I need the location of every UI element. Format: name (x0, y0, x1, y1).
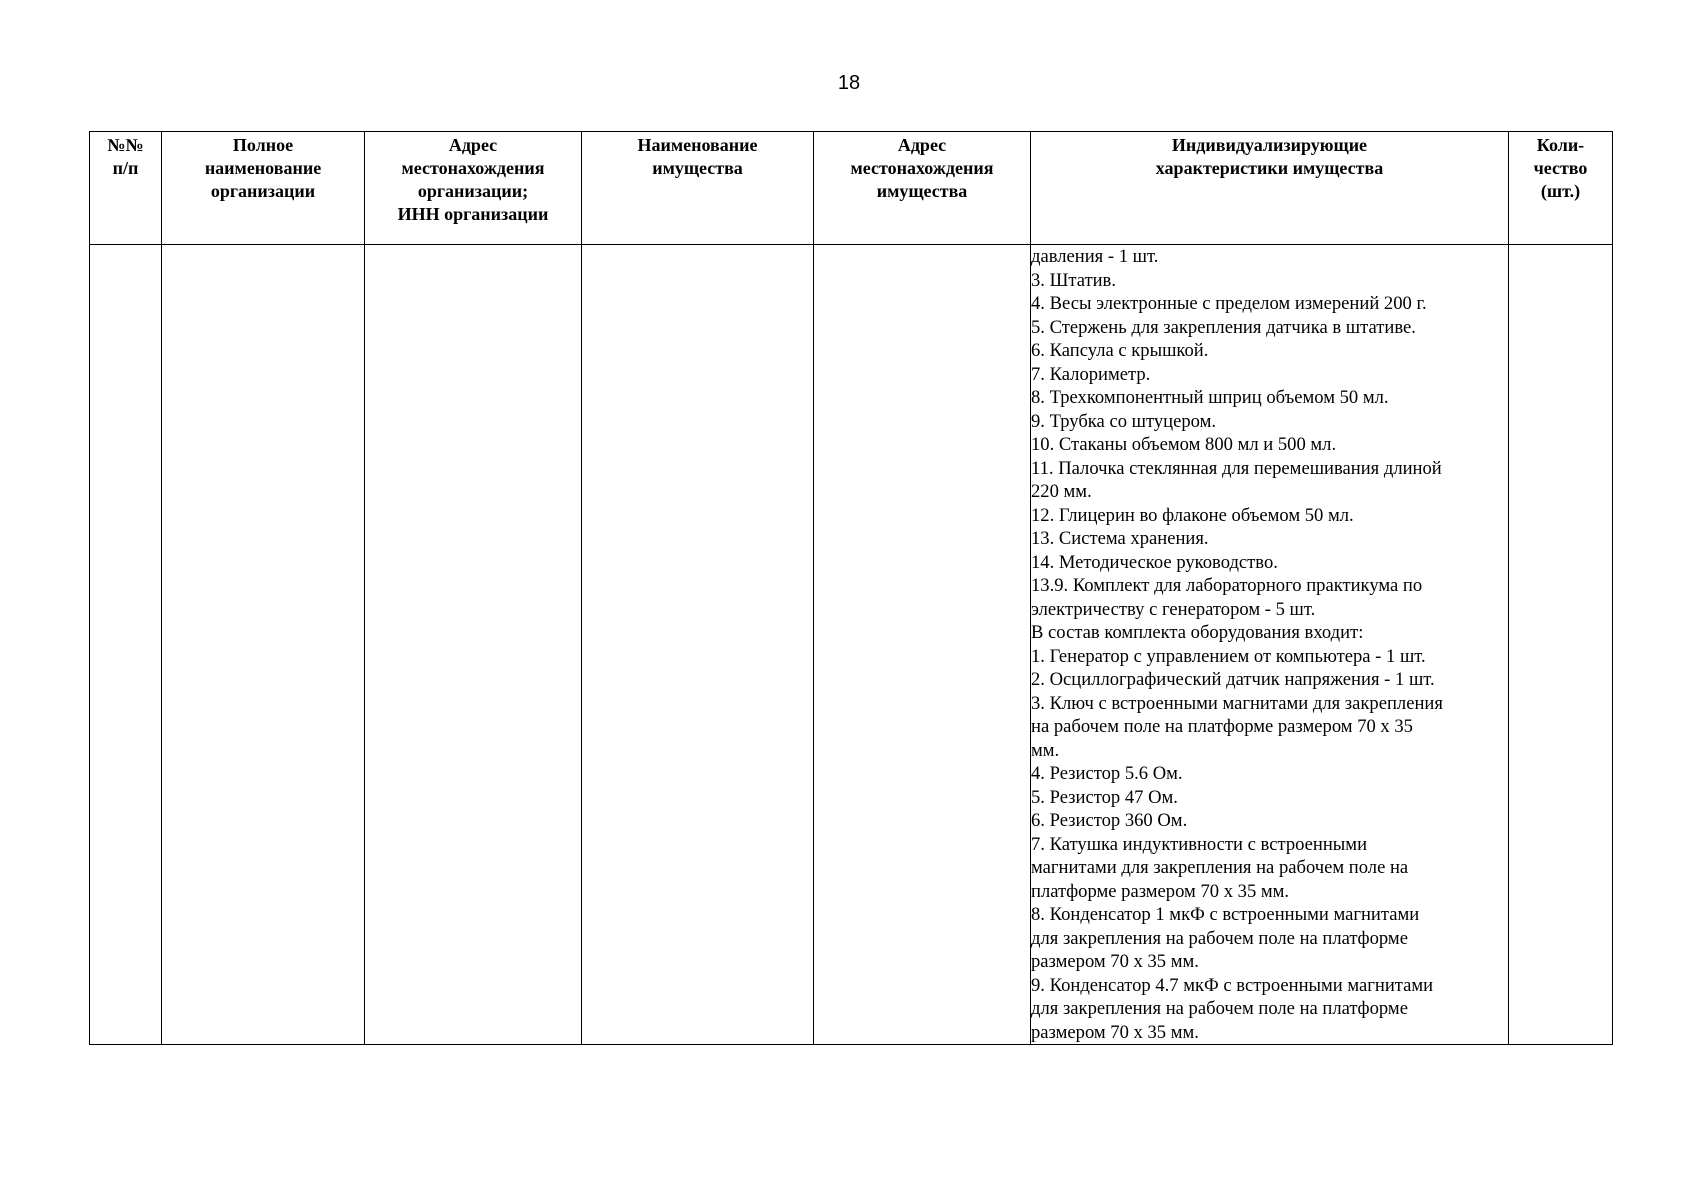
characteristic-line: магнитами для закрепления на рабочем поле на (1031, 857, 1409, 878)
cell-property-name (582, 245, 814, 1045)
cell-org-address (365, 245, 582, 1045)
characteristic-line: 6. Резистор 360 Ом. (1031, 810, 1188, 831)
characteristics-list (1031, 245, 1508, 1044)
table-row (90, 245, 1613, 1045)
characteristic-line: 9. Трубка со штуцером. (1031, 410, 1217, 432)
header-number: №№ п/п (90, 132, 162, 245)
characteristic-line: размером 70 x 35 мм. (1031, 1021, 1199, 1043)
characteristic-line: В состав комплекта оборудования входит: (1031, 622, 1364, 643)
characteristic-line: 5. Резистор 47 Ом. (1031, 786, 1178, 808)
cell-property-address (814, 245, 1031, 1045)
characteristic-line: 10. Стаканы объемом 800 мл и 500 мл. (1031, 434, 1337, 455)
characteristic-line: 11. Палочка стеклянная для перемешивания длиной (1031, 457, 1442, 479)
characteristic-line: 9. Конденсатор 4.7 мкФ с встроенными магнитами (1031, 974, 1434, 996)
characteristic-line: мм. (1031, 739, 1060, 761)
characteristic-line: 3. Ключ с встроенными магнитами для закрепления (1031, 692, 1443, 714)
characteristic-line: 8. Конденсатор 1 мкФ с встроенными магнитами (1031, 904, 1420, 925)
characteristic-line: давления - 1 шт. (1031, 246, 1159, 267)
characteristic-line: 4. Резистор 5.6 Ом. (1031, 763, 1183, 784)
characteristic-line: 6. Капсула с крышкой. (1031, 340, 1209, 361)
characteristic-line: 2. Осциллографический датчик напряжения - 1 шт. (1031, 669, 1435, 690)
header-org-address: Адрес местонахождения организации; ИНН организации (365, 132, 582, 245)
cell-org-name (162, 245, 365, 1045)
characteristic-line: для закрепления на рабочем поле на платформе (1031, 927, 1408, 949)
characteristic-line: 13. Система хранения. (1031, 528, 1209, 549)
characteristic-line: платформе размером 70 x 35 мм. (1031, 880, 1290, 902)
header-property-name: Наименование имущества (582, 132, 814, 245)
cell-number (90, 245, 162, 1045)
header-characteristics: Индивидуализирующие характеристики имущества (1031, 132, 1509, 245)
header-org-name: Полное наименование организации (162, 132, 365, 245)
property-table (89, 131, 1613, 1045)
characteristic-line: 8. Трехкомпонентный шприц объемом 50 мл. (1031, 387, 1389, 408)
characteristic-line: 12. Глицерин во флаконе объемом 50 мл. (1031, 504, 1354, 526)
characteristic-line: 3. Штатив. (1031, 269, 1116, 291)
characteristic-line: 4. Весы электронные с пределом измерений 200 г. (1031, 293, 1427, 314)
table-header-row (90, 132, 1613, 245)
characteristic-line: 1. Генератор с управлением от компьютера - 1 шт. (1031, 645, 1426, 667)
characteristic-line: 14. Методическое руководство. (1031, 551, 1278, 573)
header-property-address: Адрес местонахождения имущества (814, 132, 1031, 245)
characteristic-line: электричеству с генератором - 5 шт. (1031, 598, 1316, 620)
characteristic-line: 13.9. Комплект для лабораторного практикума по (1031, 575, 1423, 596)
characteristic-line: на рабочем поле на платформе размером 70 x 35 (1031, 716, 1413, 737)
cell-quantity (1509, 245, 1613, 1045)
characteristic-line: 220 мм. (1031, 481, 1092, 502)
characteristic-line: 7. Калориметр. (1031, 363, 1151, 385)
characteristic-line: для закрепления на рабочем поле на платформе (1031, 998, 1408, 1019)
cell-characteristics (1031, 245, 1509, 1045)
header-quantity: Коли- чество (шт.) (1509, 132, 1613, 245)
page-number: 18 (837, 72, 861, 94)
characteristic-line: размером 70 x 35 мм. (1031, 951, 1199, 972)
characteristic-line: 7. Катушка индуктивности с встроенными (1031, 833, 1368, 855)
characteristic-line: 5. Стержень для закрепления датчика в штативе. (1031, 316, 1416, 338)
